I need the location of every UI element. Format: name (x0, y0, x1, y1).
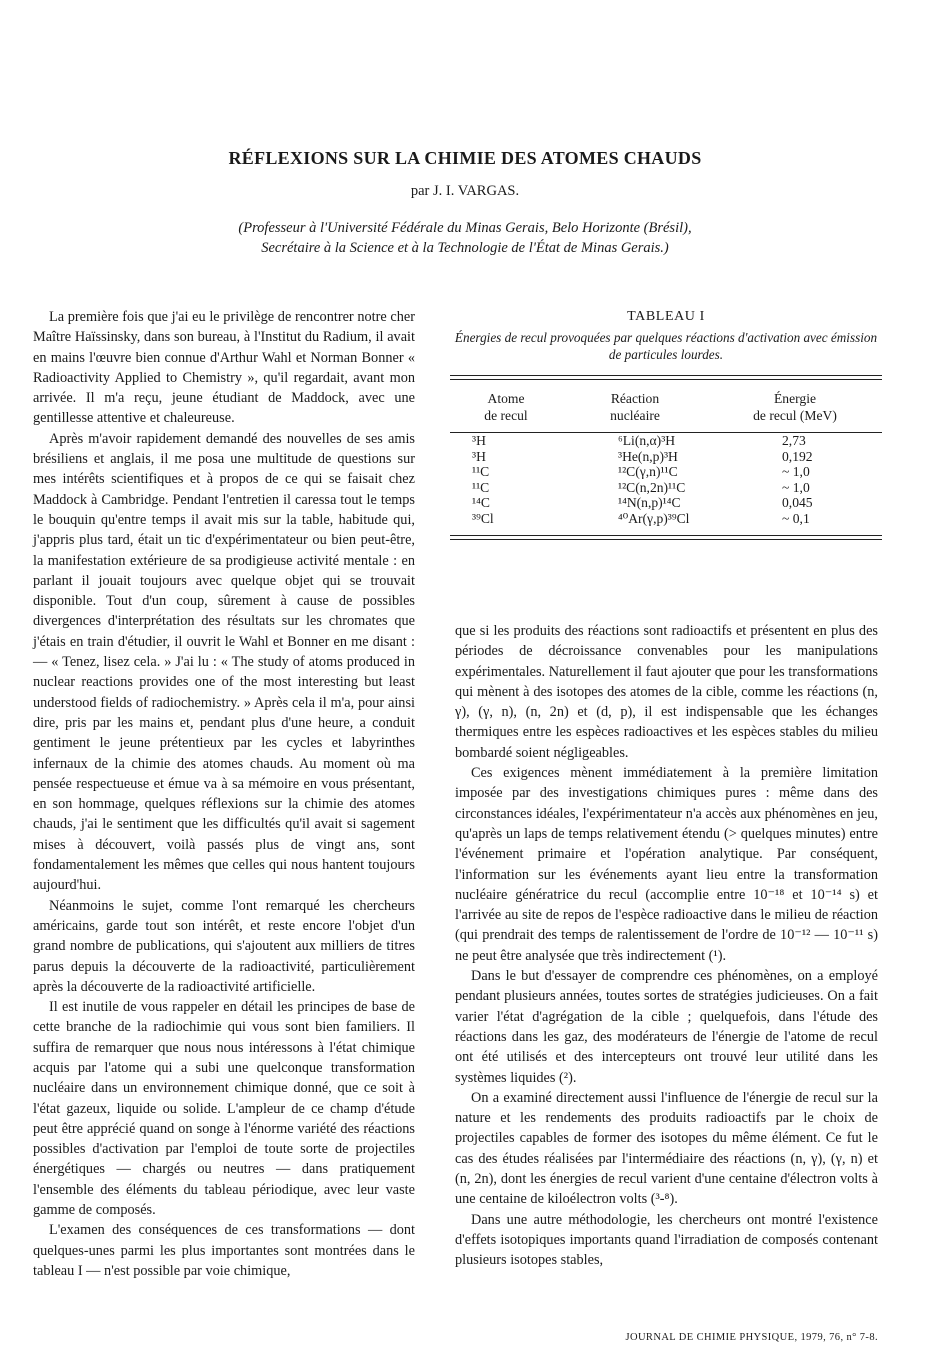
table-cell-reaction: ¹⁴N(n,p)¹⁴C (618, 495, 681, 511)
table-cell-atom: ³H (472, 448, 486, 464)
paragraph: On a examiné directement aussi l'influence de l'énergie de recul sur la nature et les rendements des produits radioactifs par le choix de projectiles capables de former des isotopes du même élément. Ce fut le cas des études réalisées par l'intermédiaire des réactions (n, γ), (γ, n) et (n, 2n), dont les énergies de recul varient d'une centaine d'électron volts à une centaine de kiloélectron volts (³-⁸). (455, 1089, 878, 1208)
table-cell-energy: 2,73 (782, 433, 806, 448)
table-row (450, 495, 882, 511)
author-line: par J. I. VARGAS. (410, 183, 520, 199)
right-column (455, 621, 878, 1271)
paragraph: Ces exigences mènent immédiatement à la première limitation imposée par des investigations chimiques pures : même dans des circonstances idéales, l'expérimentateur n'a accès aux phénomènes en jeu, qu'après un laps de temps relativement étendu (> quelques minutes) entre l'événement primaire et l'opération analytique. Par conséquent, l'information sur les événements ayant lieu entre la transformation nucléaire génératrice du recul (accomplie entre 10⁻¹⁸ et 10⁻¹⁴ s) et l'arrivée au site de repos de l'espèce radioactive dans le milieu de réaction (qui prendrait des temps de ralentissement de l'ordre de 10⁻¹² — 10⁻¹¹ s) ne peut être analysée que très indirectement (¹). (455, 765, 878, 964)
table-rule (450, 535, 882, 536)
table-cell-energy: ~ 1,0 (782, 464, 810, 480)
recoil-energy-table (450, 380, 882, 527)
paragraph: La première fois que j'ai eu le privilège de rencontrer notre cher Maître Haïssinsky, dans son bureau, à l'Institut du Radium, il avait en mains l'œuvre bien connue d'Arthur Wahl et Norman Bonner « Radioactivity Applied to Chemistry », qu'il regardait, avant mon arrivée. Il m'a reçu, jeune étudiant de Maddock, avec une gentillesse attentive et chaleureuse. (33, 309, 415, 427)
table-cell-reaction: ³He(n,p)³H (618, 448, 678, 464)
paragraph: Néanmoins le sujet, comme l'ont remarqué les chercheurs américains, garde tout son intérêt, et reste encore l'objet d'un grand nombre de publications, qui s'ajoutent aux milliers de titres parus depuis la découverte de la radioactivité, particulièrement après la découverte de la radioactivité artificielle. (33, 897, 415, 995)
paragraph: L'examen des conséquences de ces transformations — dont quelques-unes parmi les plus importantes sont montrées dans le tableau I — n'est possible par voie chimique, (33, 1222, 415, 1279)
journal-footer: JOURNAL DE CHIMIE PHYSIQUE, 1979, 76, n° 7-8. (625, 1332, 878, 1343)
table-row (450, 433, 882, 449)
table-rule (450, 539, 882, 540)
table-row (450, 449, 882, 465)
affiliation-line-2: Secrétaire à la Science et à la Technologie de l'État de Minas Gerais.) (261, 240, 669, 256)
column-header-energy: Énergie de recul (MeV) (753, 391, 837, 423)
table-rule (450, 375, 882, 376)
table-cell-energy: ~ 1,0 (782, 479, 810, 495)
paragraph: Dans une autre méthodologie, les chercheurs ont montré l'existence d'effets isotopiques importants quand l'irradiation de composés contenant plusieurs isotopes stables, (455, 1211, 878, 1269)
author-affiliation (0, 218, 930, 258)
table-1 (450, 309, 882, 540)
paragraph: Dans le but d'essayer de comprendre ces phénomènes, on a employé pendant plusieurs années, toutes sortes de stratégies judicieuses. On a fait varier l'état d'agrégation de la cible ; quelquefois, dans l'étude des réactions dans les gaz, des modérateurs de l'énergie de l'atome de recul ont été utilisés et des intercepteurs ont trouvé leur utilité dans les systèmes liquides (²). (455, 968, 878, 1086)
article-title: RÉFLEXIONS SUR LA CHIMIE DES ATOMES CHAUDS (228, 148, 702, 168)
left-column (33, 307, 415, 1281)
table-cell-energy: 0,045 (782, 495, 813, 511)
paragraph: que si les produits des réactions sont radioactifs et présentent en plus des périodes de décroissance convenables pour les manipulations expérimentales. Naturellement il faut ajouter que pour les transformations qui mènent à des isotopes des atomes de la cible, comme les réactions (n, γ), (γ, n), (n, 2n) et (d, p), il est indispensable que les échanges thermiques entre les espèces radioactives et les espèces stables du milieu bombardé soient négligeables. (455, 623, 878, 761)
table-row (450, 511, 882, 527)
table-cell-reaction: ¹²C(n,2n)¹¹C (618, 479, 686, 495)
table-cell-energy: ~ 0,1 (782, 510, 810, 526)
table-row (450, 464, 882, 480)
table-cell-reaction: ⁴⁰Ar(γ,p)³⁹Cl (618, 510, 690, 526)
column-header-reaction: Réaction nucléaire (610, 391, 660, 423)
table-cell-energy: 0,192 (782, 448, 813, 464)
table-cell-atom: ³⁹Cl (472, 510, 494, 526)
column-header-atom: Atome de recul (484, 391, 528, 423)
table-cell-reaction: ¹²C(γ,n)¹¹C (618, 464, 678, 480)
table-cell-atom: ¹¹C (472, 464, 490, 480)
paragraph: Il est inutile de vous rappeler en détail les principes de base de cette branche de la radiochimie qui vous sont bien familiers. Il suffira de remarquer que nous nous intéressons à l'état chimique acquis par l'atome qui a subi une quelconque transformation nucléaire dans un environnement chimique donné, que ce soit à l'état gazeux, liquide ou solide. L'ampleur de ce champ d'étude peut être apprécié quand on songe à l'énorme variété des réactions possibles d'activation par l'emploi de toute sorte de projectiles énergétiques — chargés ou neutres — dans pratiquement l'ensemble des éléments du tableau périodique, avec leur vaste gamme de composés. (33, 999, 415, 1219)
table-cell-atom: ¹¹C (472, 479, 490, 495)
table-cell-reaction: ⁶Li(n,α)³H (618, 433, 676, 448)
table-label: TABLEAU I (627, 309, 705, 324)
table-cell-atom: ³H (472, 433, 486, 448)
paragraph: Après m'avoir rapidement demandé des nouvelles de ses amis brésiliens et anglais, il me posa une multitude de questions sur mes intérêts scientifiques et à propos de ce qui se faisait chez Maddock à Cambridge. Pendant l'entretien il caressa tout le temps le bouquin qu'entre temps il avait mis sur la table, habitude qui, j'appris plus tard, était un tic d'expérimentateur ou bien peut-être, la manifestation extérieure de sa prodigieuse activité mentale : en parlant il jouait toujours avec quelque objet qui se trouvait disponible. Tout d'un coup, sûrement à cause de possibles divergences d'interprétation des résultats sur les chromates que j'étais en train d'étudier, il ouvrit le Wahl et Bonner en me disant : — « Tenez, lisez cela. » J'ai lu : « The study of atoms produced in nuclear reactions provides one of the most interesting but least understood fields of radiochemistry. » Après cela il m'a, pour ainsi dire, pris par les mains et, pendant plus d'une heure, a conduit gentiment le jeune prétentieux par les cycles et labyrinthes infernaux de la chimie des atomes chauds. Au moment où ma pensée respectueuse et émue va à sa mémoire en vous présentant, en son hommage, quelques réflexions sur la chimie des atomes chauds, j'ai le sentiment que les difficultés qu'il avait si sagement mises à découvert, voilà passés plus de vingt ans, sont fondamentalement les mêmes que celles qui nous hantent toujours aujourd'hui. (33, 430, 415, 894)
affiliation-line-1: (Professeur à l'Université Fédérale du Minas Gerais, Belo Horizonte (Brésil), (238, 220, 692, 236)
table-caption: Énergies de recul provoquées par quelques réactions d'activation avec émission de particules lourdes. (454, 330, 878, 362)
table-cell-atom: ¹⁴C (472, 495, 490, 511)
table-row (450, 480, 882, 496)
